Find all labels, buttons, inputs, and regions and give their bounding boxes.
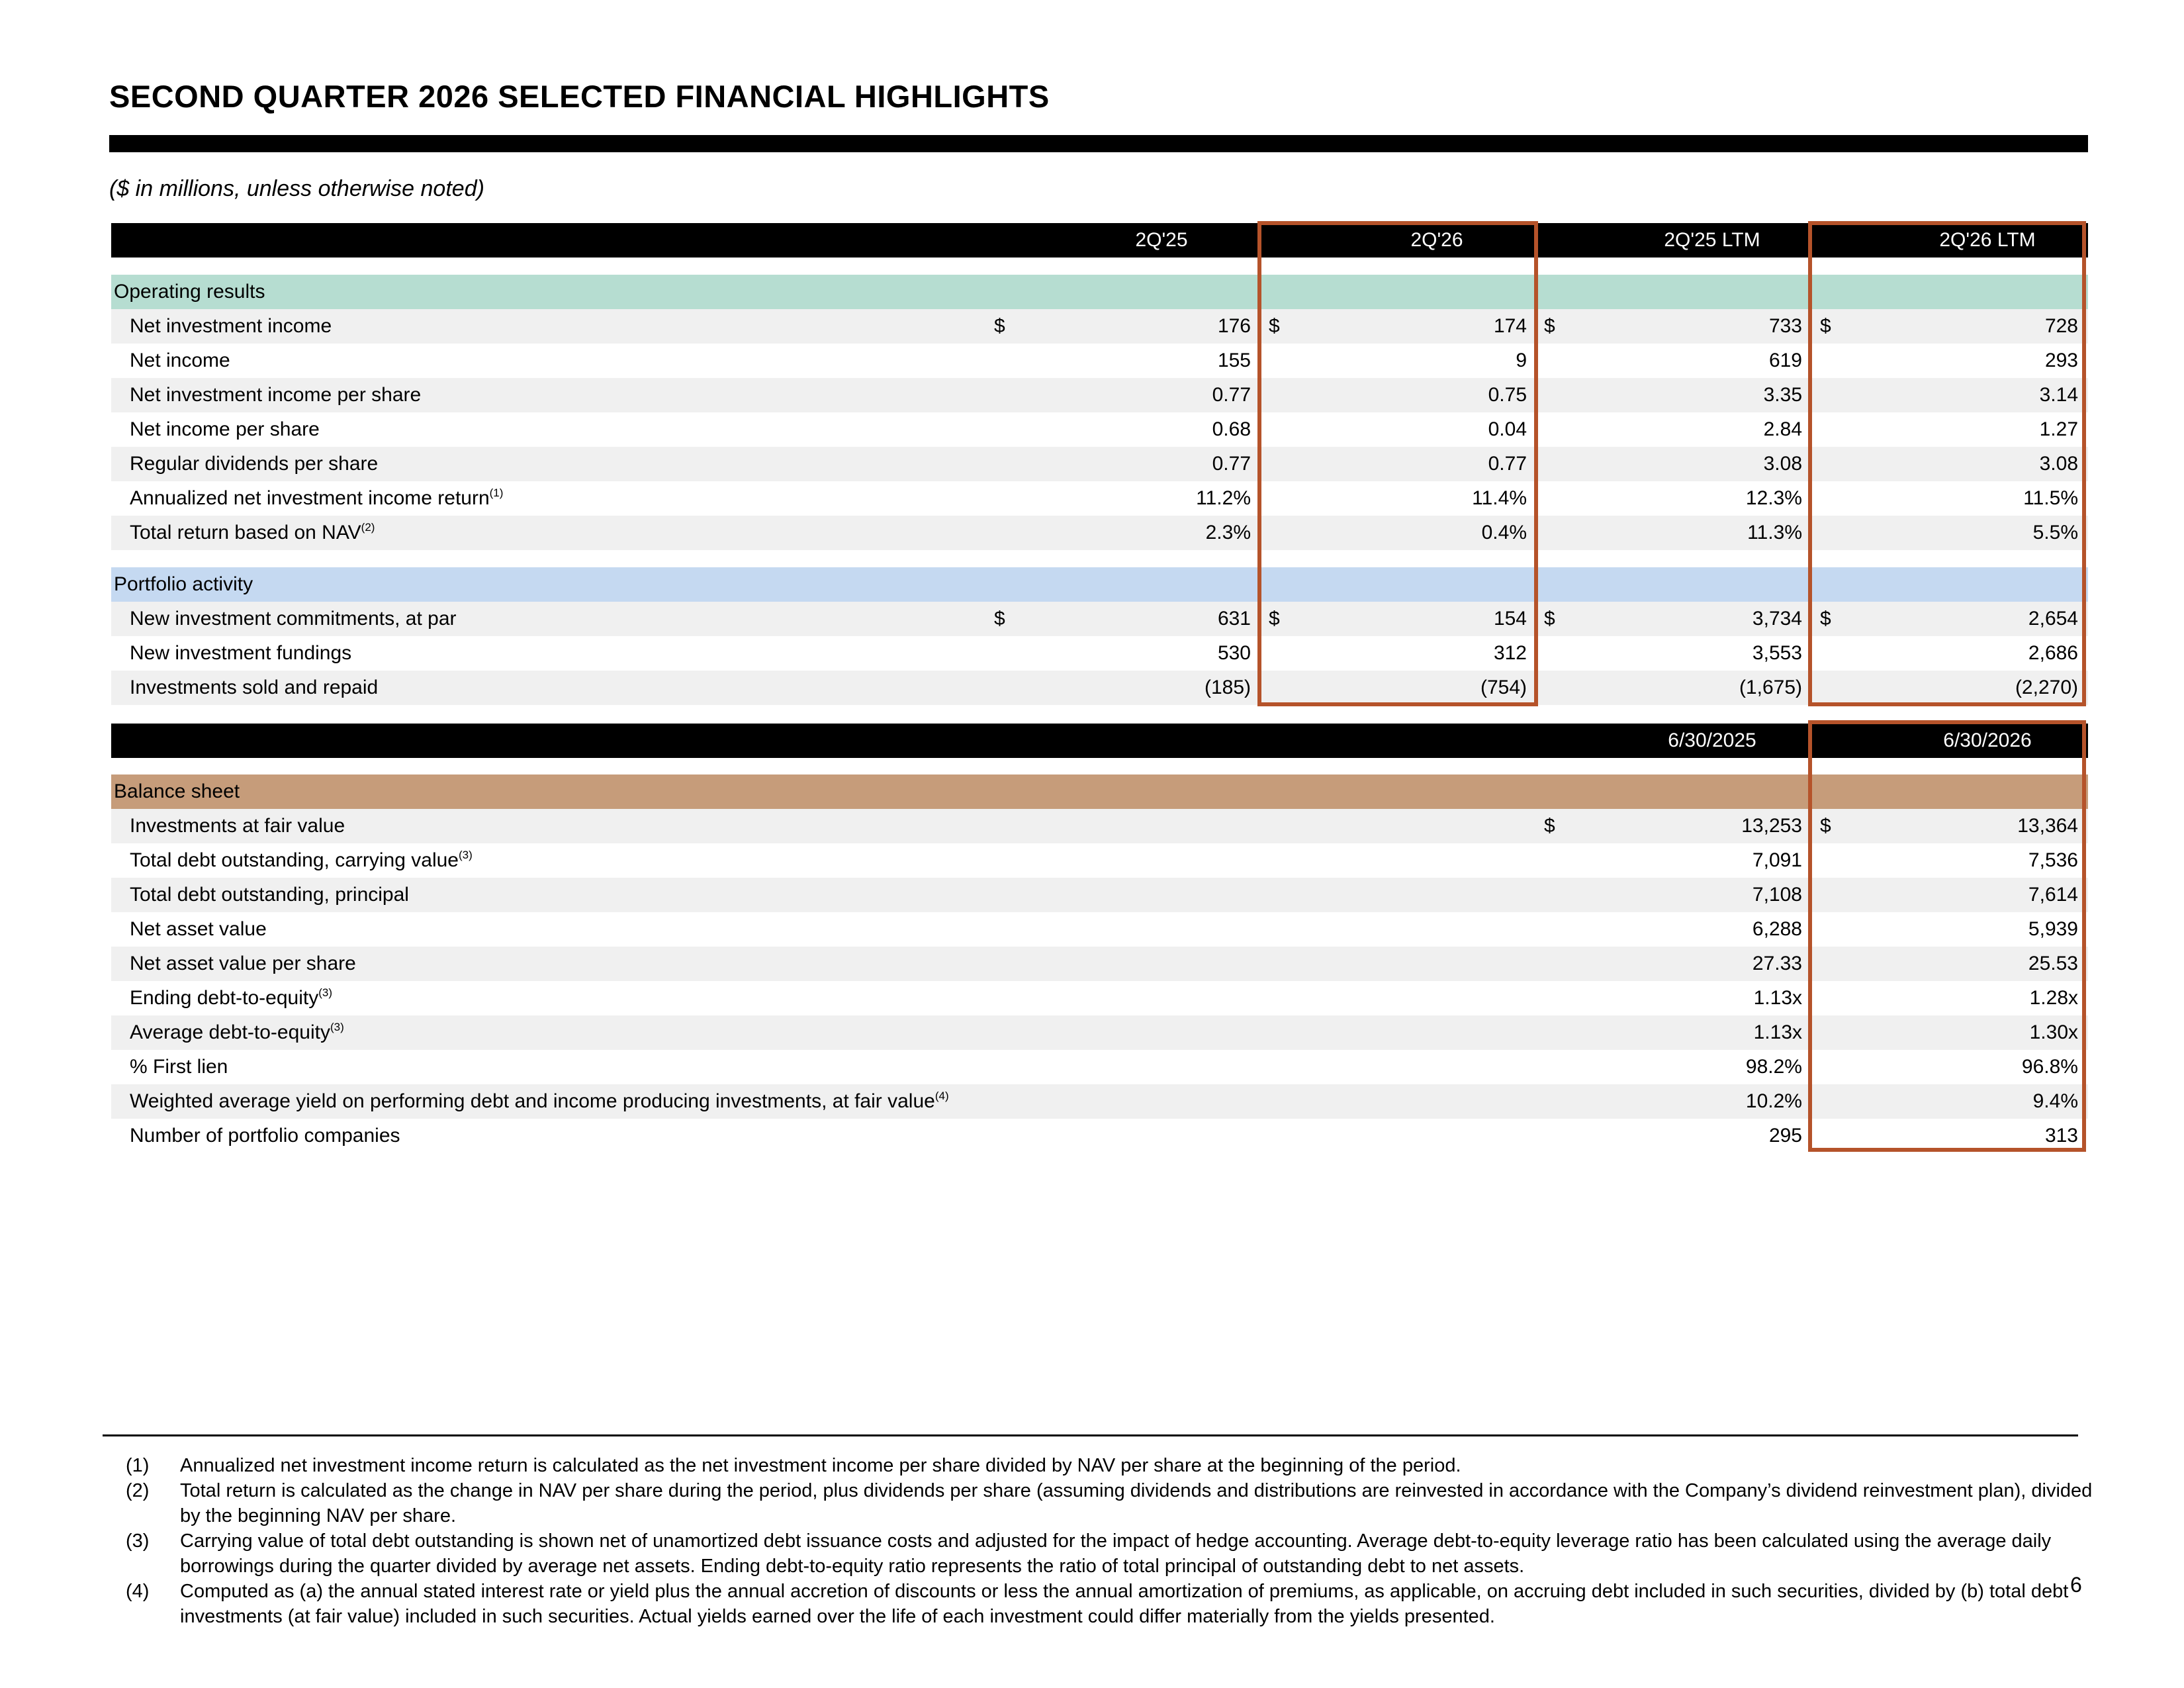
footnote-text: borrowings during the quarter divided by average net assets. Ending debt-to-equity ratio represents the ratio of total principal of outstanding debt to net assets. [180, 1556, 1525, 1577]
row-label [130, 344, 230, 378]
table-row [111, 912, 2088, 947]
row-label [130, 378, 421, 412]
dollar-sign: $ [1820, 315, 1831, 337]
row-label [130, 481, 503, 516]
value-cell: 3.14 [2039, 384, 2078, 406]
dollar-sign: $ [1820, 815, 1831, 837]
footnote-item [103, 1478, 2093, 1528]
row-label-text: % First lien [130, 1056, 228, 1078]
value-cell: 7,536 [2028, 849, 2078, 871]
table-row [111, 1084, 2088, 1119]
value-cell: 12.3% [1745, 487, 1802, 509]
dollar-sign: $ [1544, 815, 1555, 837]
table-row [111, 843, 2088, 878]
footnote-divider [103, 1434, 2078, 1436]
row-label [130, 1119, 400, 1153]
table-row [111, 378, 2088, 412]
row-label [130, 981, 332, 1015]
value-cell: 0.77 [1488, 453, 1527, 475]
row-label [130, 912, 267, 947]
footnote-number: (1) [126, 1455, 150, 1476]
dollar-sign: $ [1269, 315, 1280, 337]
value-cell: 1.27 [2039, 418, 2078, 440]
value-cell: 7,091 [1752, 849, 1802, 871]
section-label: Balance sheet [114, 780, 240, 802]
table-row [111, 412, 2088, 447]
value-cell: 9.4% [2032, 1090, 2078, 1112]
row-label [130, 412, 320, 447]
value-cell: 174 [1493, 315, 1527, 337]
value-cell: 9 [1516, 350, 1527, 371]
units-note: ($ in millions, unless otherwise noted) [109, 176, 484, 201]
value-cell: 293 [2044, 350, 2078, 371]
operating-results-band [111, 275, 2088, 309]
row-label-text: Ending debt-to-equity [130, 987, 319, 1009]
value-cell: 27.33 [1752, 953, 1802, 974]
value-cell: 0.4% [1481, 522, 1527, 543]
row-label [130, 447, 378, 481]
value-cell: 1.13x [1753, 1021, 1802, 1043]
value-cell: 1.13x [1753, 987, 1802, 1009]
footnote-text: investments (at fair value) included in such securities. Actual yields earned over the life of each investment could differ materially from the yields presented. [180, 1606, 1495, 1627]
value-cell: 13,364 [2017, 815, 2078, 837]
value-cell: 96.8% [2021, 1056, 2078, 1078]
footnote-item [103, 1579, 2081, 1629]
title-rule [109, 135, 2088, 152]
value-cell: 5.5% [2032, 522, 2078, 543]
row-label-text: Net income per share [130, 418, 320, 440]
value-cell: 2,654 [2028, 608, 2078, 630]
row-label-text: Annualized net investment income return [130, 487, 490, 509]
value-cell: 3.08 [2039, 453, 2078, 475]
table-row [111, 447, 2088, 481]
footnote-ref: (3) [318, 986, 332, 999]
portfolio-activity-band [111, 567, 2088, 602]
value-cell: 1.28x [2029, 987, 2078, 1009]
footnote-text: Total return is calculated as the change in NAV per share during the period, plus dividends per share (assuming dividends and distributions are reinvested in accordance with the Company’s dividend reinvestment plan), divided [180, 1480, 2093, 1501]
value-cell: 11.4% [1472, 487, 1527, 509]
value-cell: 0.04 [1488, 418, 1527, 440]
table-row [111, 1050, 2088, 1084]
balance-sheet-band [111, 774, 2088, 809]
section-label: Operating results [114, 281, 265, 303]
table-row [111, 481, 2088, 516]
footnote-number: (2) [126, 1480, 150, 1501]
footnote-ref: (2) [361, 521, 375, 534]
row-label-text: Total debt outstanding, carrying value [130, 849, 459, 871]
row-label-text: New investment fundings [130, 642, 352, 664]
row-label [130, 1084, 949, 1119]
footnote-ref: (4) [934, 1090, 949, 1102]
table-row [111, 516, 2088, 550]
footnote-ref: (3) [330, 1021, 344, 1033]
value-cell: (1,675) [1739, 677, 1802, 698]
row-label-text: Investments at fair value [130, 815, 345, 837]
value-cell: 733 [1768, 315, 1802, 337]
dollar-sign: $ [994, 315, 1005, 337]
table-row [111, 878, 2088, 912]
dollar-sign: $ [1269, 608, 1280, 630]
column-header: 2Q'25 LTM [1664, 229, 1760, 251]
table-row [111, 1119, 2088, 1153]
value-cell: 155 [1217, 350, 1251, 371]
page-number: 6 [2070, 1573, 2082, 1597]
row-label-text: Net asset value [130, 918, 267, 940]
column-header: 6/30/2025 [1668, 729, 1756, 751]
footnote-ref: (1) [489, 487, 504, 499]
value-cell: 1.30x [2029, 1021, 2078, 1043]
footnote-ref: (3) [458, 849, 473, 861]
row-label [130, 809, 345, 843]
row-label [130, 947, 356, 981]
section-label: Portfolio activity [114, 573, 253, 595]
footnote-item [103, 1453, 2081, 1478]
value-cell: 11.5% [2023, 487, 2078, 509]
value-cell: 3,553 [1752, 642, 1802, 664]
value-cell: 3,734 [1752, 608, 1802, 630]
column-header: 6/30/2026 [1943, 729, 2032, 751]
period-header-bar [111, 223, 2088, 258]
value-cell: 295 [1768, 1125, 1802, 1147]
row-label [130, 878, 409, 912]
row-label [130, 1050, 228, 1084]
value-cell: 2.84 [1763, 418, 1802, 440]
row-label [130, 602, 457, 636]
dollar-sign: $ [1820, 608, 1831, 630]
row-label [130, 636, 351, 671]
row-label-text: Net income [130, 350, 230, 371]
value-cell: 0.77 [1212, 384, 1251, 406]
value-cell: 13,253 [1741, 815, 1802, 837]
dollar-sign: $ [994, 608, 1005, 630]
value-cell: 313 [2044, 1125, 2078, 1147]
value-cell: 11.3% [1747, 522, 1802, 543]
footnote-text: by the beginning NAV per share. [180, 1505, 457, 1526]
value-cell: 6,288 [1752, 918, 1802, 940]
row-label-text: Weighted average yield on performing debt and income producing investments, at fair value [130, 1090, 935, 1112]
footnote-text: Annualized net investment income return is calculated as the net investment income per share divided by NAV per share at the beginning of the period. [180, 1455, 1461, 1476]
value-cell: 176 [1217, 315, 1251, 337]
value-cell: 7,108 [1752, 884, 1802, 906]
footnote-text: Computed as (a) the annual stated interest rate or yield plus the annual accretion of discounts or less the annual amortization of premiums, as applicable, on accruing debt included in such securities, divided by (b) total debt [180, 1581, 2069, 1602]
value-cell: 530 [1217, 642, 1251, 664]
row-label [130, 843, 473, 878]
value-cell: 631 [1217, 608, 1251, 630]
value-cell: 11.2% [1196, 487, 1251, 509]
value-cell: 7,614 [2028, 884, 2078, 906]
dollar-sign: $ [1544, 608, 1555, 630]
value-cell: 154 [1493, 608, 1527, 630]
value-cell: 619 [1768, 350, 1802, 371]
row-label-text: Total debt outstanding, principal [130, 884, 409, 906]
value-cell: 10.2% [1745, 1090, 1802, 1112]
row-label-text: Investments sold and repaid [130, 677, 379, 698]
page-title: SECOND QUARTER 2026 SELECTED FINANCIAL HIGHLIGHTS [109, 79, 1050, 114]
table-row [111, 602, 2088, 636]
table-row [111, 1015, 2088, 1050]
value-cell: 2.3% [1205, 522, 1251, 543]
value-cell: 3.08 [1763, 453, 1802, 475]
row-label-text: Average debt-to-equity [130, 1021, 330, 1043]
table-row [111, 671, 2088, 705]
table-row [111, 947, 2088, 981]
row-label-text: New investment commitments, at par [130, 608, 457, 630]
value-cell: 0.77 [1212, 453, 1251, 475]
table-row [111, 309, 2088, 344]
row-label-text: Net investment income per share [130, 384, 422, 406]
row-label-text: Total return based on NAV [130, 522, 361, 543]
row-label [130, 671, 378, 705]
value-cell: 5,939 [2028, 918, 2078, 940]
value-cell: 2,686 [2028, 642, 2078, 664]
value-cell: 0.75 [1488, 384, 1527, 406]
table-row [111, 809, 2088, 843]
row-label-text: Number of portfolio companies [130, 1125, 400, 1147]
footnote-number: (4) [126, 1581, 150, 1602]
value-cell: 0.68 [1212, 418, 1251, 440]
row-label [130, 516, 375, 550]
value-cell: 25.53 [2028, 953, 2078, 974]
column-header: 2Q'26 [1410, 229, 1463, 251]
dollar-sign: $ [1544, 315, 1555, 337]
value-cell: 3.35 [1763, 384, 1802, 406]
row-label-text: Net investment income [130, 315, 332, 337]
column-header: 2Q'26 LTM [1939, 229, 2036, 251]
table-row [111, 636, 2088, 671]
row-label [130, 309, 332, 344]
value-cell: 98.2% [1745, 1056, 1802, 1078]
footnote-item [103, 1528, 2081, 1579]
date-header-bar [111, 724, 2088, 758]
row-label-text: Regular dividends per share [130, 453, 379, 475]
value-cell: 728 [2044, 315, 2078, 337]
value-cell: (754) [1480, 677, 1527, 698]
value-cell: (2,270) [2015, 677, 2078, 698]
row-label-text: Net asset value per share [130, 953, 356, 974]
footnote-text: Carrying value of total debt outstanding is shown net of unamortized debt issuance costs and adjusted for the impact of hedge accounting. Average debt-to-equity leverage ratio has been calculated using the average daily [180, 1530, 2052, 1552]
column-header: 2Q'25 [1135, 229, 1188, 251]
table-row [111, 981, 2088, 1015]
table-row [111, 344, 2088, 378]
row-label [130, 1015, 344, 1050]
value-cell: (185) [1204, 677, 1251, 698]
value-cell: 312 [1493, 642, 1527, 664]
footnote-number: (3) [126, 1530, 150, 1552]
